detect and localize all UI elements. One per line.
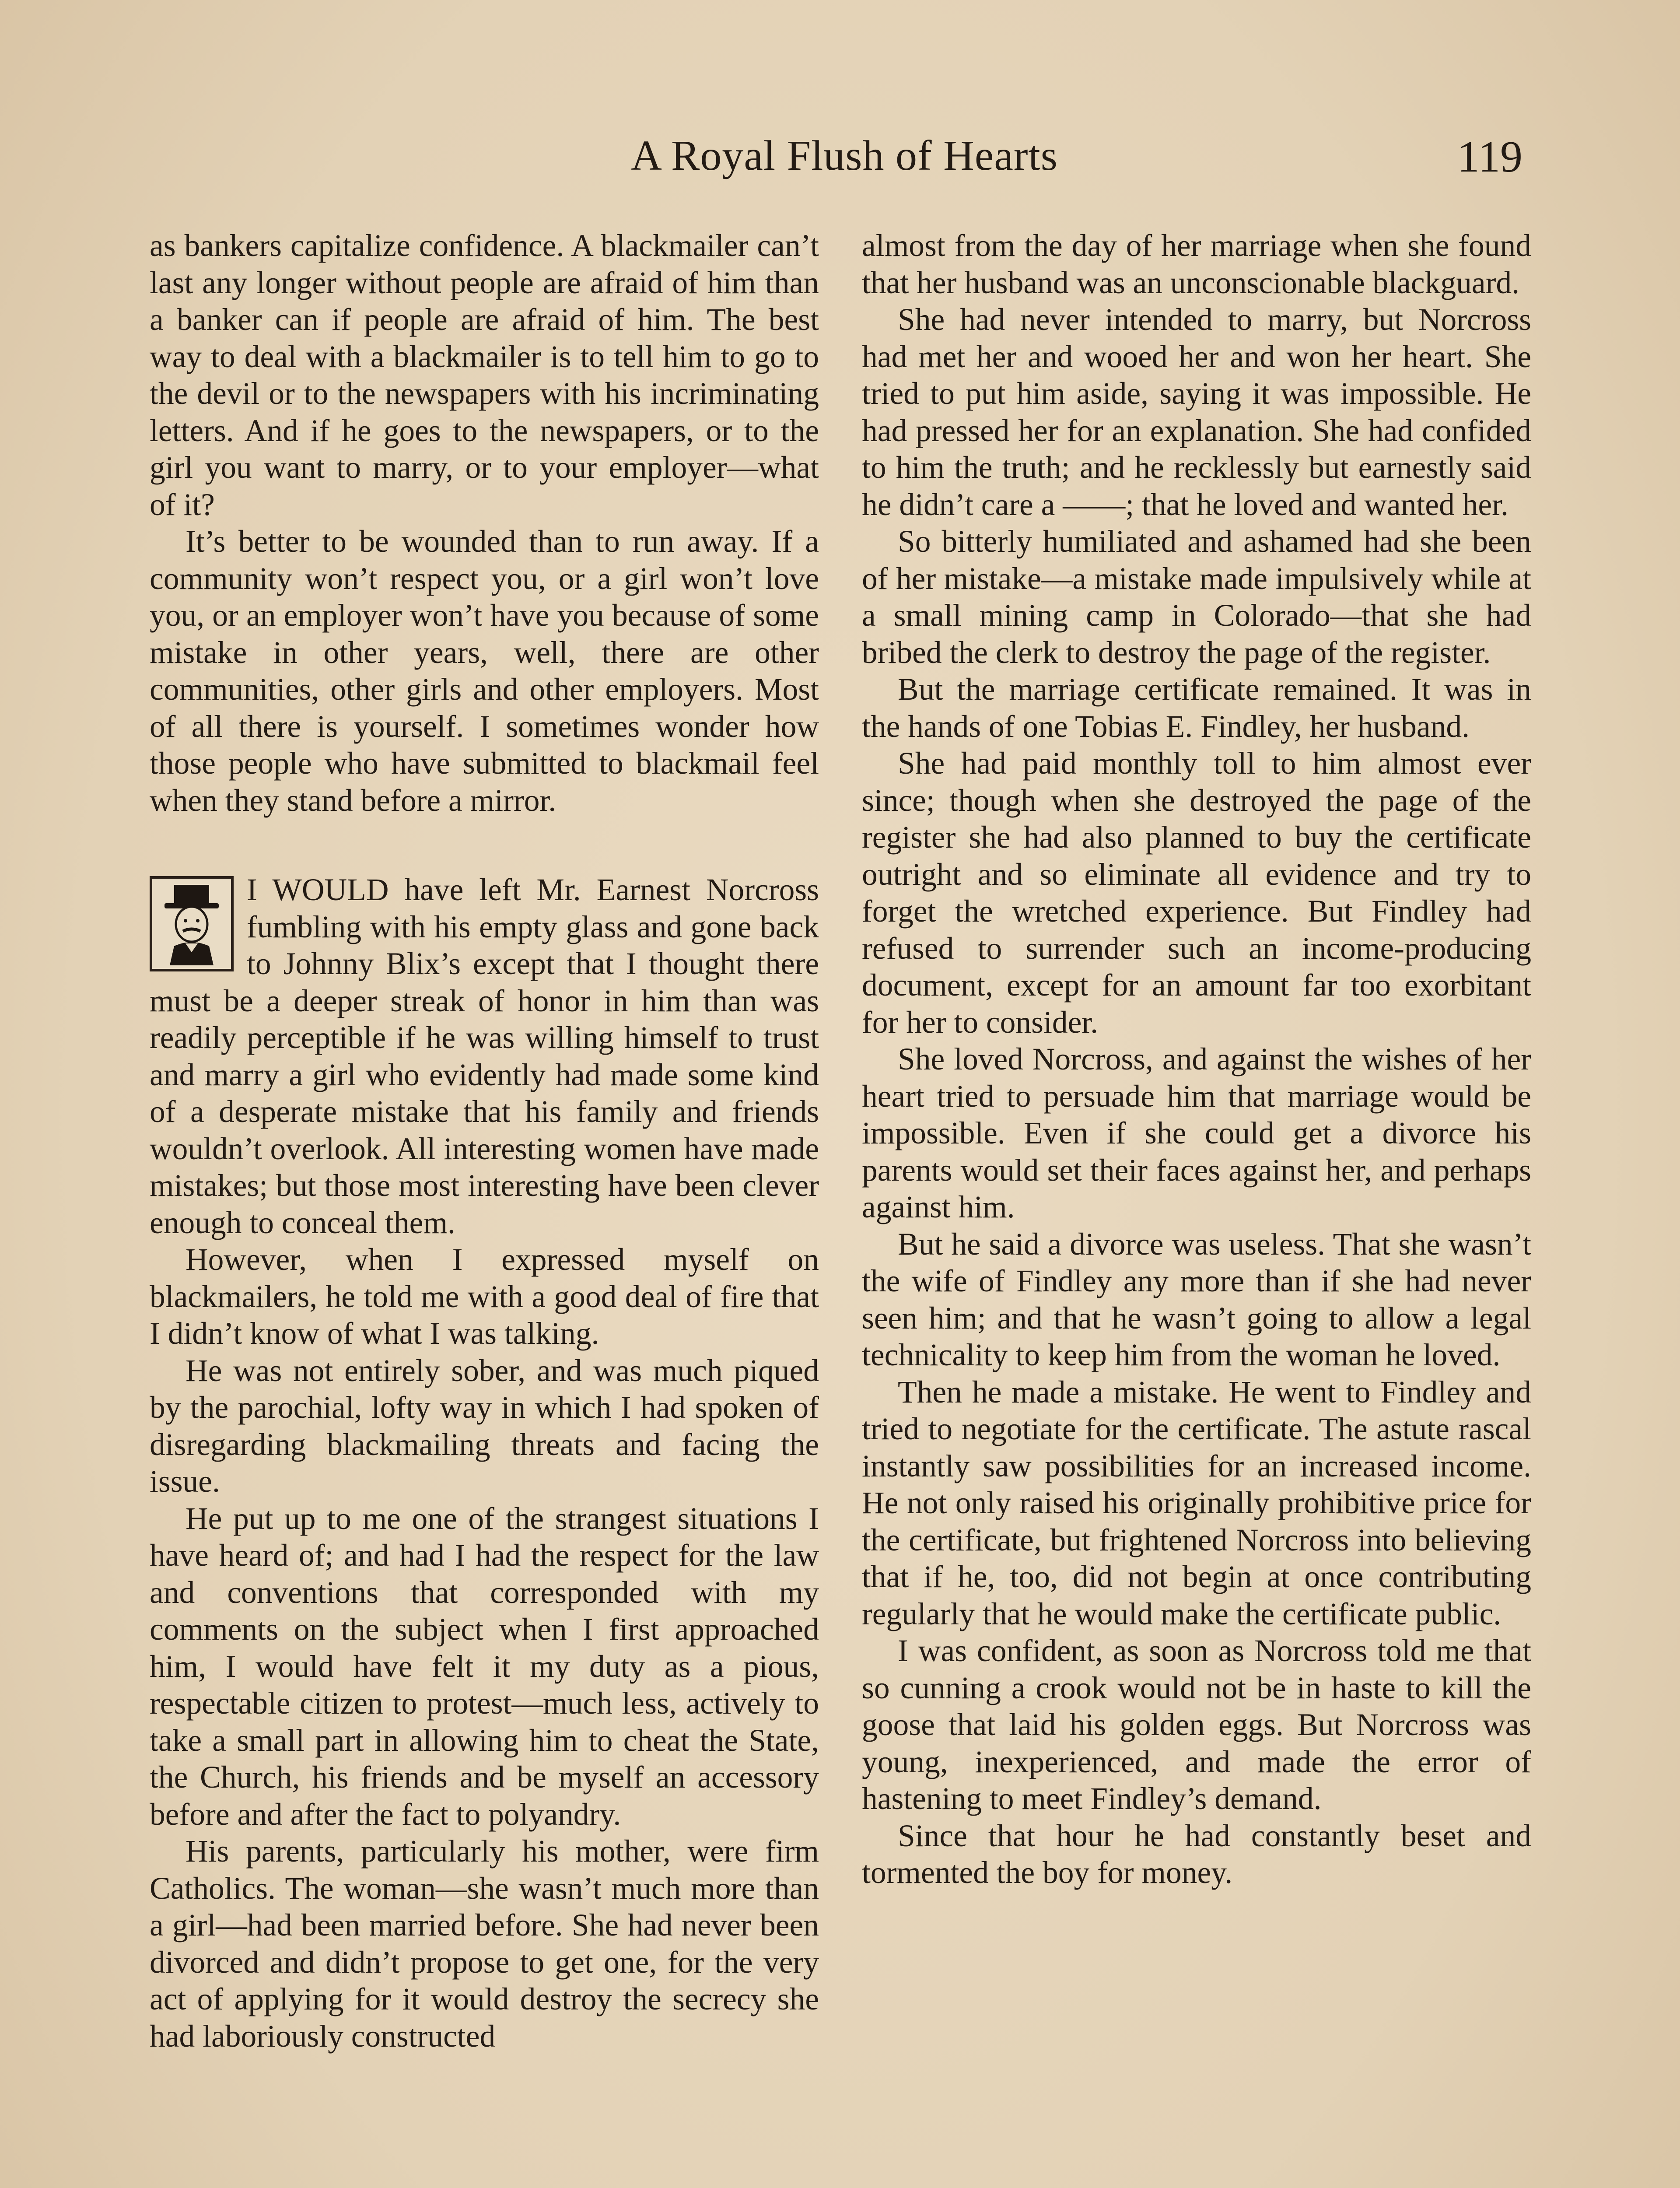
paragraph: But he said a divorce was useless. That she wasn’t the wife of Findley any more than if she had never seen him; and that he wasn’t going to allow a legal technicality to keep him from the woman he loved. — [862, 1227, 1531, 1372]
drop-cap-portrait-icon — [150, 876, 234, 971]
paragraph: as bankers capitalize confidence. A blackmailer can’t last any longer without people are afraid of him than a banker can if people are afraid of him. The best way to deal with a blackmailer is to tell him to go to the devil or to the newspapers with his incriminating letters. And if he goes to the newspapers, or to the girl you want to marry, or to your employer—what of it? — [150, 228, 819, 522]
page-header — [0, 123, 1680, 193]
paragraph: almost from the day of her marriage when she found that her husband was an unconscionable blackguard. — [862, 228, 1531, 300]
paragraph: So bitterly humiliated and ashamed had she been of her mistake—a mistake made impulsively while at a small mining camp in Colorado—that she had bribed the clerk to destroy the page of the register. — [862, 524, 1531, 670]
paragraph: I WOULD have left Mr. Earnest Norcross fumbling with his empty glass and gone back to Johnny Blix’s except that I thought there must be a deeper streak of honor in him than was readily perceptible if he was willing himself to trust and marry a girl who evidently had made some kind of a desperate mistake that his family and friends wouldn’t overlook. All interesting women have made mistakes; but those most interesting have been clever enough to conceal them. — [150, 873, 819, 1240]
paragraph: But the marriage certificate remained. It was in the hands of one Tobias E. Findley, her husband. — [862, 672, 1531, 744]
paragraph: However, when I expressed myself on blackmailers, he told me with a good deal of fire that I didn’t know of what I was talking. — [150, 1242, 819, 1351]
paragraph: I was confident, as soon as Norcross told me that so cunning a crook would not be in haste to kill the goose that laid his golden eggs. But Norcross was young, inexperienced, and made the error of hastening to meet Findley’s demand. — [862, 1634, 1531, 1816]
paragraph: She had never intended to marry, but Norcross had met her and wooed her and won her heart. She tried to put him aside, saying it was impossible. He had pressed her for an explanation. She had confided to him the truth; and he recklessly but earnestly said he didn’t care a ——; that he loved and wanted her. — [862, 302, 1531, 522]
paragraph: Since that hour he had constantly beset and tormented the boy for money. — [862, 1818, 1531, 1890]
paragraph: She had paid monthly toll to him almost ever since; though when she destroyed the page of the register she had also planned to buy the certificate outright and so eliminate all evidence and try to forget the wretched experience. But Findley had refused to surrender such an income-producing document, except for an amount far too exorbitant for her to consider. — [862, 746, 1531, 1040]
running-title: A Royal Flush of Hearts — [631, 132, 1058, 179]
paragraph: He put up to me one of the strangest situations I have heard of; and had I had the respect for the law and conventions that corresponded with my comments on the subject when I first approached him, I would have felt it my duty as a pious, respectable citizen to protest—much less, actively to take a small part in allowing him to cheat the State, the Church, his friends and be myself an accessory before and after the fact to polyandry. — [150, 1501, 819, 1832]
paragraph: She loved Norcross, and against the wishes of her heart tried to persuade him that marriage would be impossible. Even if she could get a divorce his parents would set their faces against her, and perhaps against him. — [862, 1042, 1531, 1224]
right-column — [862, 228, 1531, 1892]
paragraph: Then he made a mistake. He went to Findley and tried to negotiate for the certificate. The astute rascal instantly saw possibilities for an increased income. He not only raised his originally prohibitive price for the certificate, but frightened Norcross into believing that if he, too, did not begin at once contributing regularly that he would make the certificate public. — [862, 1375, 1531, 1631]
paragraph: His parents, particularly his mother, were firm Catholics. The woman—she wasn’t much more than a girl—had been married before. She had never been divorced and didn’t propose to get one, for the very act of applying for it would destroy the secrecy she had laboriously constructed — [150, 1834, 819, 2054]
page-number: 119 — [1457, 132, 1522, 182]
left-column — [150, 228, 819, 2055]
section-break — [150, 819, 819, 872]
paragraph: It’s better to be wounded than to run away. If a community won’t respect you, or a girl won’t love you, or an employer won’t have you because of some mistake in other years, well, there are other communities, other girls and other employers. Most of all there is yourself. I sometimes wonder how those people who have submitted to blackmail feel when they stand before a mirror. — [150, 524, 819, 818]
paragraph: He was not entirely sober, and was much piqued by the parochial, lofty way in which I had spoken of disregarding blackmailing threats and facing the issue. — [150, 1353, 819, 1499]
